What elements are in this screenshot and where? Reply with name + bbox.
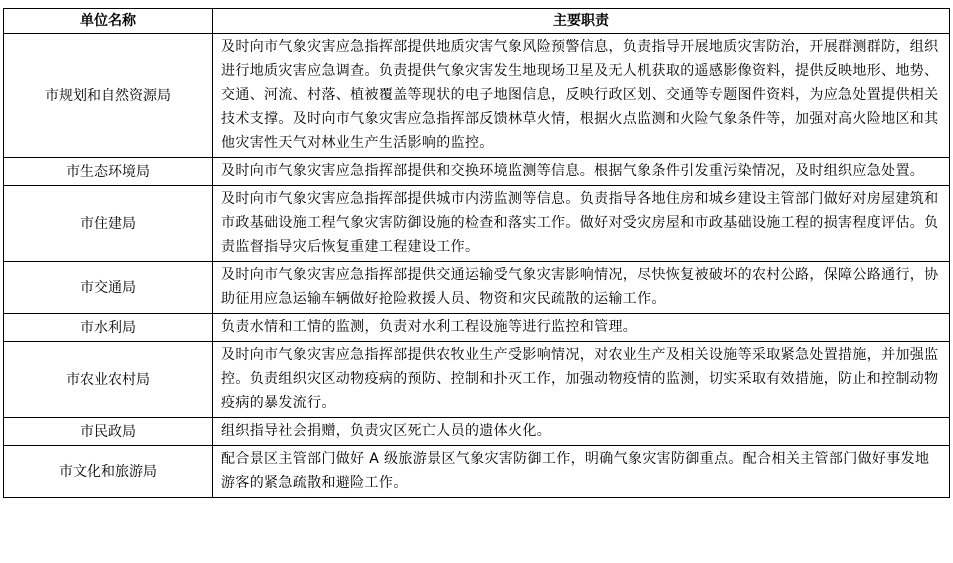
unit-name-cell: 市民政局 bbox=[4, 418, 213, 446]
duty-cell: 组织指导社会捐赠，负责灾区死亡人员的遗体火化。 bbox=[213, 418, 950, 446]
unit-name-cell: 市生态环境局 bbox=[4, 158, 213, 186]
table-row bbox=[4, 314, 950, 342]
duty-cell: 及时向市气象灾害应急指挥部提供城市内涝监测等信息。负责指导各地住房和城乡建设主管部门做好对房屋建筑和市政基础设施工程气象灾害防御设施的检查和落实工作。做好对受灾房屋和市政基础设施工程的损害程度评估。负责监督指导灾后恢复重建工程建设工作。 bbox=[213, 186, 950, 262]
column-header-unit: 单位名称 bbox=[4, 9, 213, 34]
unit-name-cell: 市规划和自然资源局 bbox=[4, 34, 213, 158]
unit-name-cell: 市住建局 bbox=[4, 186, 213, 262]
table-row bbox=[4, 262, 950, 314]
duty-table bbox=[3, 8, 950, 498]
table-row bbox=[4, 186, 950, 262]
table-header-row bbox=[4, 9, 950, 34]
duty-cell: 负责水情和工情的监测，负责对水利工程设施等进行监控和管理。 bbox=[213, 314, 950, 342]
table-row bbox=[4, 446, 950, 498]
table-row bbox=[4, 342, 950, 418]
unit-name-cell: 市交通局 bbox=[4, 262, 213, 314]
table-row bbox=[4, 418, 950, 446]
table-row bbox=[4, 158, 950, 186]
unit-name-cell: 市水利局 bbox=[4, 314, 213, 342]
duty-cell: 配合景区主管部门做好 A 级旅游景区气象灾害防御工作，明确气象灾害防御重点。配合相关主管部门做好事发地游客的紧急疏散和避险工作。 bbox=[213, 446, 950, 498]
column-header-duty: 主要职责 bbox=[213, 9, 950, 34]
table-row bbox=[4, 34, 950, 158]
duty-cell: 及时向市气象灾害应急指挥部提供交通运输受气象灾害影响情况，尽快恢复被破坏的农村公路，保障公路通行，协助征用应急运输车辆做好抢险救援人员、物资和灾民疏散的运输工作。 bbox=[213, 262, 950, 314]
unit-name-cell: 市文化和旅游局 bbox=[4, 446, 213, 498]
duty-cell: 及时向市气象灾害应急指挥部提供和交换环境监测等信息。根据气象条件引发重污染情况，及时组织应急处置。 bbox=[213, 158, 950, 186]
duty-cell: 及时向市气象灾害应急指挥部提供地质灾害气象风险预警信息，负责指导开展地质灾害防治，开展群测群防，组织进行地质灾害应急调查。负责提供气象灾害发生地现场卫星及无人机获取的遥感影像资料，提供反映地形、地势、交通、河流、村落、植被覆盖等现状的电子地图信息，反映行政区划、交通等专题图件资料，为应急处置提供相关技术支撑。及时向市气象灾害应急指挥部反馈林草火情，根据火点监测和火险气象条件等，加强对高火险地区和其他灾害性天气对林业生产生活影响的监控。 bbox=[213, 34, 950, 158]
unit-name-cell: 市农业农村局 bbox=[4, 342, 213, 418]
duty-cell: 及时向市气象灾害应急指挥部提供农牧业生产受影响情况，对农业生产及相关设施等采取紧急处置措施，并加强监控。负责组织灾区动物疫病的预防、控制和扑灭工作，加强动物疫情的监测，切实采取有效措施，防止和控制动物疫病的暴发流行。 bbox=[213, 342, 950, 418]
